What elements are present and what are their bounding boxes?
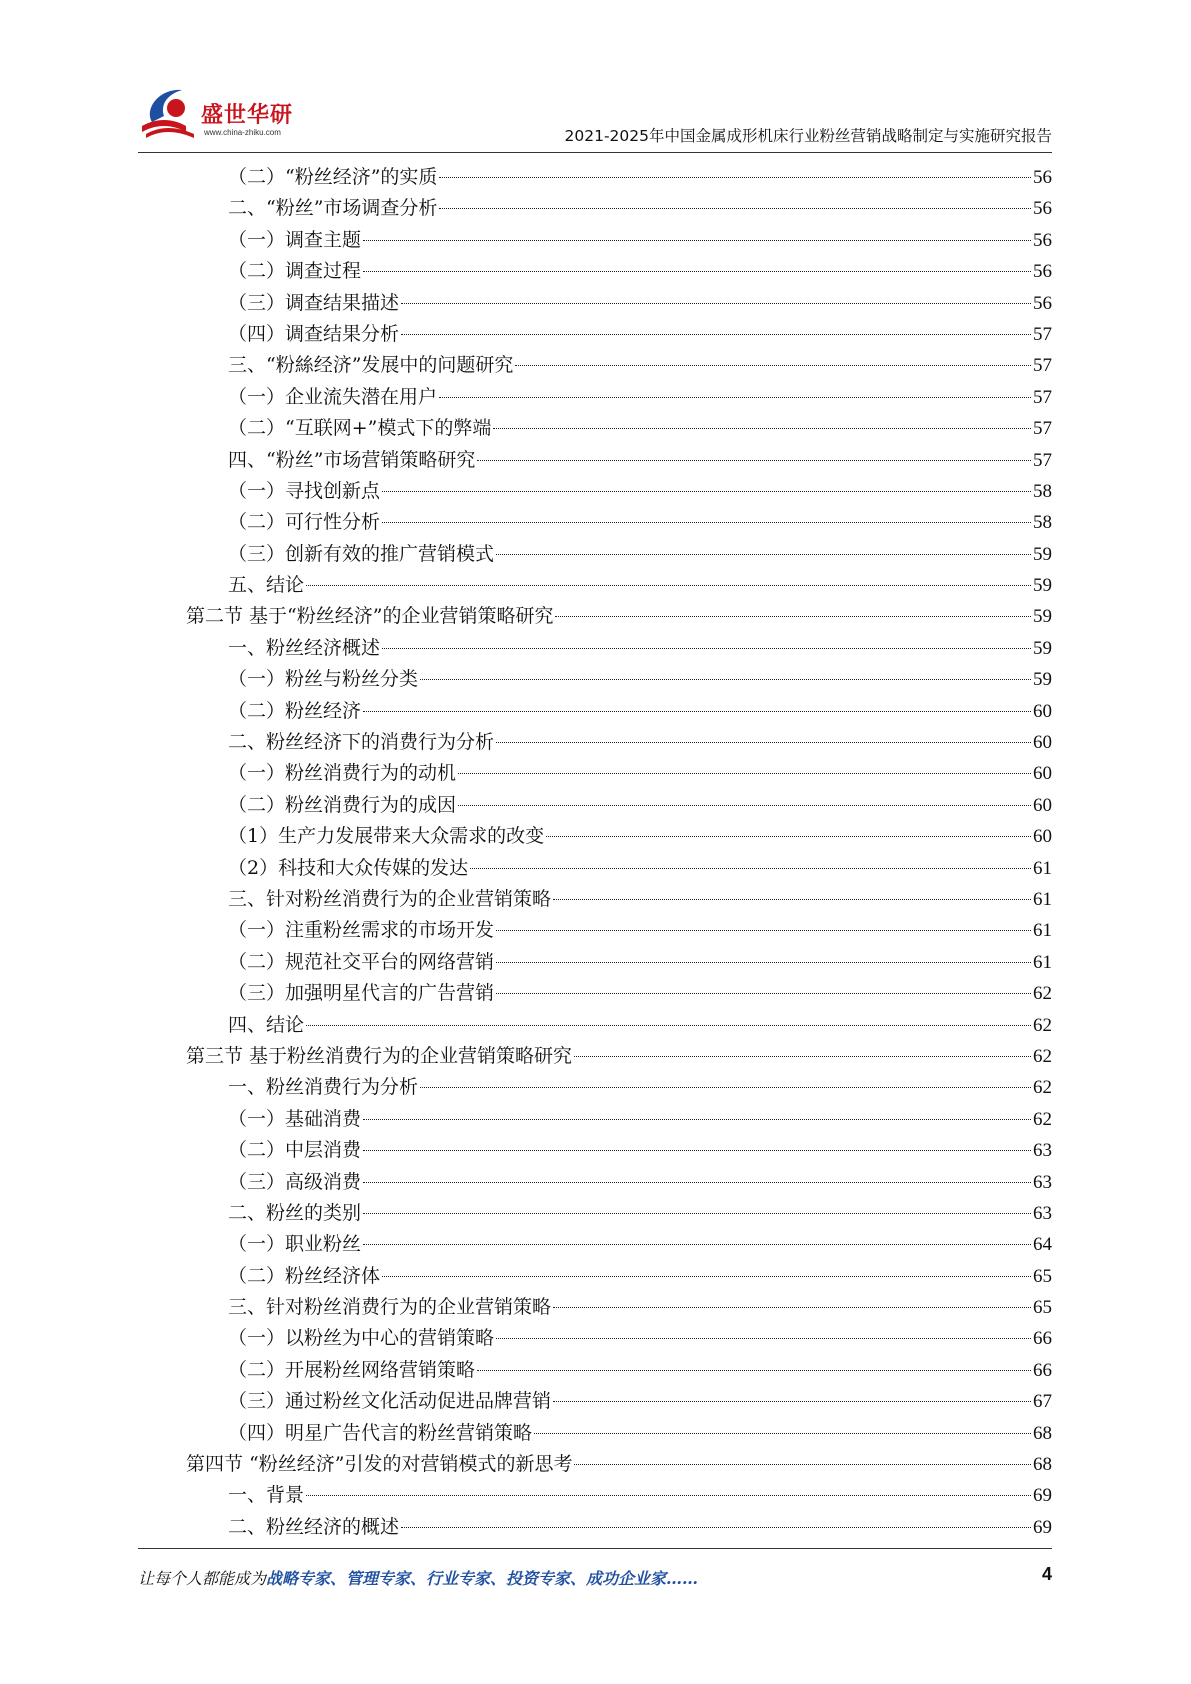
toc-entry-page: 61 xyxy=(1033,951,1052,973)
toc-entry[interactable] xyxy=(186,319,1052,350)
toc-entry-title: 一、粉丝消费行为分析 xyxy=(228,1076,419,1099)
toc-entry[interactable] xyxy=(186,288,1052,319)
toc-entry-title: （二）“互联网+”模式下的弊端 xyxy=(228,417,492,440)
toc-dot-leader xyxy=(477,460,1031,461)
document-title: 2021-2025年中国金属成形机床行业粉丝营销战略制定与实施研究报告 xyxy=(564,127,1052,145)
toc-entry[interactable] xyxy=(186,790,1052,821)
toc-entry-page: 56 xyxy=(1033,198,1052,220)
toc-dot-leader xyxy=(515,365,1031,366)
toc-entry-title: 五、结论 xyxy=(228,574,305,597)
toc-dot-leader xyxy=(574,1464,1031,1465)
toc-dot-leader xyxy=(496,742,1031,743)
company-logo xyxy=(138,82,318,144)
toc-entry[interactable] xyxy=(186,1386,1052,1417)
toc-entry-title: （三）加强明星代言的广告营销 xyxy=(228,982,495,1005)
toc-dot-leader xyxy=(363,711,1031,712)
toc-entry[interactable] xyxy=(186,1041,1052,1072)
toc-entry-page: 66 xyxy=(1033,1359,1052,1381)
toc-entry[interactable] xyxy=(186,476,1052,507)
toc-entry[interactable] xyxy=(186,256,1052,287)
toc-dot-leader xyxy=(574,1056,1031,1057)
toc-entry[interactable] xyxy=(186,413,1052,444)
toc-entry[interactable] xyxy=(186,1323,1052,1354)
toc-entry-page: 69 xyxy=(1033,1516,1052,1538)
toc-entry-title: （1）生产力发展带来大众需求的改变 xyxy=(228,825,545,848)
toc-entry-title: （一）注重粉丝需求的市场开发 xyxy=(228,919,495,942)
toc-entry[interactable] xyxy=(186,1261,1052,1292)
toc-dot-leader xyxy=(496,962,1031,963)
toc-entry[interactable] xyxy=(186,1355,1052,1386)
toc-dot-leader xyxy=(382,522,1031,523)
toc-entry-title: （2）科技和大众传媒的发达 xyxy=(228,856,469,879)
toc-entry-title: 三、“粉絲经济”发展中的问题研究 xyxy=(228,354,514,377)
toc-entry[interactable] xyxy=(186,1292,1052,1323)
toc-entry-page: 56 xyxy=(1033,167,1052,188)
toc-entry-page: 61 xyxy=(1033,888,1052,910)
toc-dot-leader xyxy=(477,1370,1031,1371)
toc-entry-title: 三、针对粉丝消费行为的企业营销策略 xyxy=(228,1296,552,1319)
toc-entry-page: 60 xyxy=(1033,763,1052,785)
toc-dot-leader xyxy=(401,303,1031,304)
toc-dot-leader xyxy=(555,616,1031,617)
toc-entry[interactable] xyxy=(186,445,1052,476)
toc-entry-title: 二、粉丝经济下的消费行为分析 xyxy=(228,731,495,754)
toc-entry-page: 60 xyxy=(1033,794,1052,816)
toc-dot-leader xyxy=(363,1244,1031,1245)
toc-entry-page: 62 xyxy=(1033,1108,1052,1130)
toc-dot-leader xyxy=(439,397,1031,398)
toc-dot-leader xyxy=(363,271,1031,272)
toc-dot-leader xyxy=(306,1025,1031,1026)
toc-entry-page: 60 xyxy=(1033,700,1052,722)
table-of-contents xyxy=(186,162,1052,1543)
toc-entry-page: 69 xyxy=(1033,1485,1052,1507)
toc-entry[interactable] xyxy=(186,507,1052,538)
toc-dot-leader xyxy=(496,554,1031,555)
toc-entry[interactable] xyxy=(186,696,1052,727)
toc-entry-page: 61 xyxy=(1033,857,1052,879)
toc-entry-page: 66 xyxy=(1033,1328,1052,1350)
toc-entry-title: （三）调查结果描述 xyxy=(228,291,400,314)
toc-entry-page: 57 xyxy=(1033,386,1052,408)
toc-entry[interactable] xyxy=(186,1135,1052,1166)
toc-entry-page: 57 xyxy=(1033,449,1052,471)
toc-entry-title: 四、结论 xyxy=(228,1013,305,1036)
toc-entry[interactable] xyxy=(186,225,1052,256)
toc-entry-page: 62 xyxy=(1033,1045,1052,1067)
toc-entry-page: 59 xyxy=(1033,543,1052,565)
toc-entry-title: 第三节 基于粉丝消费行为的企业营销策略研究 xyxy=(186,1044,573,1067)
toc-entry-title: 第二节 基于“粉丝经济”的企业营销策略研究 xyxy=(186,605,554,628)
toc-entry-title: （一）粉丝消费行为的动机 xyxy=(228,762,457,785)
toc-entry-page: 63 xyxy=(1033,1171,1052,1193)
toc-entry[interactable] xyxy=(186,1104,1052,1135)
toc-dot-leader xyxy=(439,177,1031,178)
toc-entry-page: 60 xyxy=(1033,826,1052,848)
toc-dot-leader xyxy=(496,1338,1031,1339)
toc-entry[interactable] xyxy=(186,162,1052,193)
toc-entry-title: 四、“粉丝”市场营销策略研究 xyxy=(228,448,476,471)
toc-entry-title: 一、背景 xyxy=(228,1484,305,1507)
toc-entry-title: （三）高级消费 xyxy=(228,1170,362,1193)
toc-entry-title: （二）粉丝消费行为的成因 xyxy=(228,793,457,816)
toc-entry[interactable] xyxy=(186,1512,1052,1543)
toc-entry[interactable] xyxy=(186,633,1052,664)
toc-entry-page: 62 xyxy=(1033,983,1052,1005)
toc-entry-title: （一）以粉丝为中心的营销策略 xyxy=(228,1327,495,1350)
toc-dot-leader xyxy=(306,585,1031,586)
toc-dot-leader xyxy=(439,208,1031,209)
page-number: 4 xyxy=(1041,1564,1052,1584)
logo-emblem-icon xyxy=(138,82,204,144)
toc-dot-leader xyxy=(534,1433,1031,1434)
toc-dot-leader xyxy=(470,868,1031,869)
footer-slogan xyxy=(138,1566,698,1589)
toc-entry-page: 56 xyxy=(1033,292,1052,314)
toc-dot-leader xyxy=(553,1307,1031,1308)
toc-entry[interactable] xyxy=(186,947,1052,978)
toc-entry-title: （二）开展粉丝网络营销策略 xyxy=(228,1358,476,1381)
toc-entry-page: 62 xyxy=(1033,1077,1052,1099)
toc-entry-page: 56 xyxy=(1033,261,1052,283)
toc-entry-page: 59 xyxy=(1033,637,1052,659)
toc-entry-page: 64 xyxy=(1033,1234,1052,1256)
toc-entry[interactable] xyxy=(186,915,1052,946)
header-divider xyxy=(138,152,1052,153)
toc-dot-leader xyxy=(493,428,1031,429)
toc-entry[interactable] xyxy=(186,727,1052,758)
toc-entry-page: 60 xyxy=(1033,732,1052,754)
toc-entry-page: 57 xyxy=(1033,418,1052,440)
toc-entry[interactable] xyxy=(186,1010,1052,1041)
toc-entry[interactable] xyxy=(186,1072,1052,1103)
toc-entry-title: （三）创新有效的推广营销模式 xyxy=(228,542,495,565)
toc-dot-leader xyxy=(382,491,1031,492)
toc-dot-leader xyxy=(420,1087,1031,1088)
toc-entry[interactable] xyxy=(186,884,1052,915)
toc-entry[interactable] xyxy=(186,382,1052,413)
toc-entry-page: 65 xyxy=(1033,1265,1052,1287)
toc-entry[interactable] xyxy=(186,758,1052,789)
toc-entry-page: 58 xyxy=(1033,512,1052,534)
toc-entry-title: 第四节 “粉丝经济”引发的对营销模式的新思考 xyxy=(186,1453,573,1476)
toc-entry-page: 57 xyxy=(1033,355,1052,377)
toc-entry[interactable] xyxy=(186,601,1052,632)
toc-dot-leader xyxy=(382,1276,1031,1277)
toc-entry-page: 68 xyxy=(1033,1454,1052,1476)
toc-entry-page: 59 xyxy=(1033,669,1052,691)
toc-entry-page: 59 xyxy=(1033,606,1052,628)
toc-entry[interactable] xyxy=(186,1229,1052,1260)
toc-entry[interactable] xyxy=(186,664,1052,695)
toc-entry-title: （四）明星广告代言的粉丝营销策略 xyxy=(228,1421,533,1444)
footer-slogan-lead: 让每个人都能成为 xyxy=(138,1569,267,1588)
toc-dot-leader xyxy=(363,1182,1031,1183)
toc-entry-title: （一）基础消费 xyxy=(228,1107,362,1130)
toc-entry-title: （一）调查主题 xyxy=(228,228,362,251)
toc-entry-page: 63 xyxy=(1033,1202,1052,1224)
toc-dot-leader xyxy=(401,1527,1031,1528)
toc-entry-title: （一）寻找创新点 xyxy=(228,479,381,502)
toc-dot-leader xyxy=(363,1119,1031,1120)
toc-entry-title: （二）调查过程 xyxy=(228,260,362,283)
toc-dot-leader xyxy=(420,679,1031,680)
toc-entry-title: （二）“粉丝经济”的实质 xyxy=(228,166,438,188)
toc-dot-leader xyxy=(496,930,1031,931)
toc-entry[interactable] xyxy=(186,1198,1052,1229)
logo-text: 盛世华研 xyxy=(201,103,294,128)
toc-entry-page: 58 xyxy=(1033,480,1052,502)
toc-dot-leader xyxy=(363,1150,1031,1151)
toc-dot-leader xyxy=(553,1401,1031,1402)
toc-entry[interactable] xyxy=(186,1480,1052,1511)
toc-dot-leader xyxy=(401,334,1031,335)
toc-entry-title: （二）规范社交平台的网络营销 xyxy=(228,950,495,973)
toc-dot-leader xyxy=(306,1495,1031,1496)
toc-entry-page: 68 xyxy=(1033,1422,1052,1444)
toc-dot-leader xyxy=(382,648,1031,649)
toc-dot-leader xyxy=(458,773,1031,774)
toc-dot-leader xyxy=(546,836,1031,837)
toc-entry-page: 57 xyxy=(1033,323,1052,345)
toc-entry[interactable] xyxy=(186,853,1052,884)
toc-entry-title: （二）粉丝经济体 xyxy=(228,1264,381,1287)
logo-url: www.china-zhiku.com xyxy=(204,128,281,137)
toc-entry-title: （一）企业流失潜在用户 xyxy=(228,385,438,408)
toc-entry-page: 62 xyxy=(1033,1014,1052,1036)
toc-entry-page: 63 xyxy=(1033,1140,1052,1162)
toc-entry[interactable] xyxy=(186,570,1052,601)
toc-entry[interactable] xyxy=(186,1418,1052,1449)
toc-entry-page: 61 xyxy=(1033,920,1052,942)
toc-entry-title: 二、“粉丝”市场调查分析 xyxy=(228,197,438,220)
toc-entry-title: 一、粉丝经济概述 xyxy=(228,636,381,659)
footer-slogan-highlight: 战略专家、管理专家、行业专家、投资专家、成功企业家…… xyxy=(266,1569,699,1588)
toc-entry-title: （二）粉丝经济 xyxy=(228,699,362,722)
toc-entry[interactable] xyxy=(186,821,1052,852)
toc-entry[interactable] xyxy=(186,1167,1052,1198)
toc-entry-title: （三）通过粉丝文化活动促进品牌营销 xyxy=(228,1390,552,1413)
toc-dot-leader xyxy=(363,1213,1031,1214)
toc-dot-leader xyxy=(458,805,1031,806)
toc-entry-title: （二）可行性分析 xyxy=(228,511,381,534)
toc-dot-leader xyxy=(363,240,1031,241)
footer-divider xyxy=(138,1548,1052,1549)
toc-entry-title: 二、粉丝经济的概述 xyxy=(228,1515,400,1538)
toc-entry[interactable] xyxy=(186,1449,1052,1480)
toc-entry-title: （二）中层消费 xyxy=(228,1139,362,1162)
toc-entry-title: （一）职业粉丝 xyxy=(228,1233,362,1256)
toc-entry-title: 二、粉丝的类别 xyxy=(228,1201,362,1224)
toc-entry-title: 三、针对粉丝消费行为的企业营销策略 xyxy=(228,887,552,910)
toc-entry-page: 59 xyxy=(1033,575,1052,597)
toc-entry-page: 67 xyxy=(1033,1391,1052,1413)
toc-entry-title: （一）粉丝与粉丝分类 xyxy=(228,668,419,691)
page-header xyxy=(138,78,1052,150)
toc-entry-page: 65 xyxy=(1033,1297,1052,1319)
toc-dot-leader xyxy=(553,899,1031,900)
toc-entry-page: 56 xyxy=(1033,229,1052,251)
toc-entry[interactable] xyxy=(186,350,1052,381)
toc-entry-title: （四）调查结果分析 xyxy=(228,322,400,345)
toc-entry[interactable] xyxy=(186,193,1052,224)
toc-entry[interactable] xyxy=(186,978,1052,1009)
toc-dot-leader xyxy=(496,993,1031,994)
toc-entry[interactable] xyxy=(186,539,1052,570)
